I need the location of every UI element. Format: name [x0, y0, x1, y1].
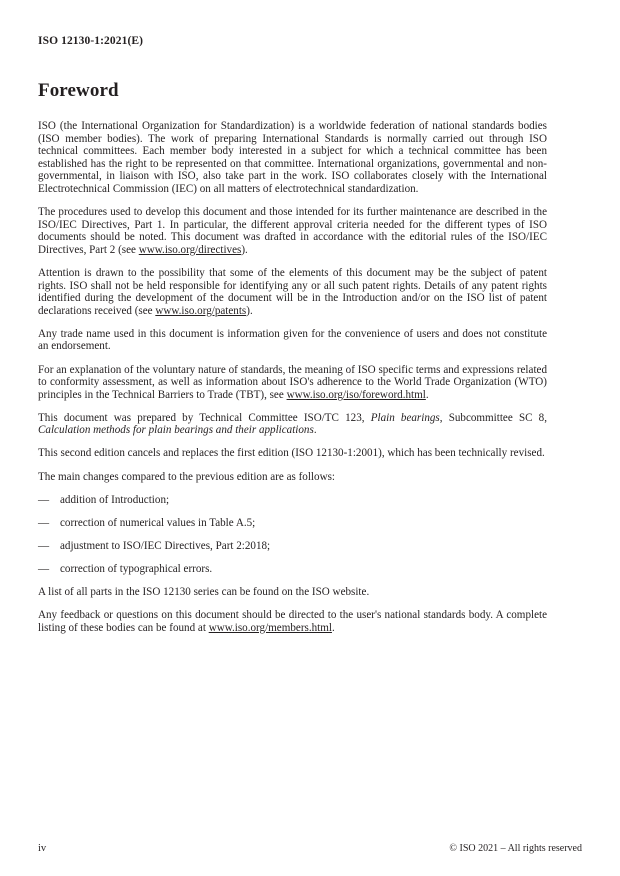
- paragraph-voluntary-nature: [38, 364, 547, 402]
- list-item: [38, 563, 547, 576]
- paragraph-text: Any trade name used in this document is information given for the convenience of users and does not constitute an endorsement.: [38, 327, 547, 353]
- paragraph-text-before-link: The procedures used to develop this document and those intended for its further maintenance are described in the ISO/IEC Directives, Part 1. In particular, the different approval criteria needed for the different types of ISO documents should be noted. This document was drafted in accordance with the editorial rules of the ISO/IEC Directives, Part 2 (see: [38, 206, 547, 256]
- page-footer: [38, 843, 582, 854]
- paragraph-text-before-link: Attention is drawn to the possibility that some of the elements of this document may be the subject of patent rights. ISO shall not be held responsible for identifying any or all such patent rights. Details of any patent rights identified during the development of the document will be in the Introduction and/or on the ISO list of patent declarations received (see: [38, 266, 547, 317]
- document-code-header: ISO 12130-1:2021(E): [38, 35, 144, 47]
- paragraph-text: ISO (the International Organization for Standardization) is a worldwide federation of national standards bodies (ISO member bodies). The work of preparing International Standards is normally carried out through ISO technical committees. Each member body interested in a subject for which a technical committee has been established has the right to be represented on that committee. International organizations, governmental and non-governmental, in liaison with ISO, also take part in the work. ISO collaborates closely with the International Electrotechnical Commission (IEC) on all matters of electrotechnical standardization.: [38, 120, 547, 195]
- link-iso-patents[interactable]: www.iso.org/patents: [155, 304, 247, 317]
- paragraph-text: This second edition cancels and replaces the first edition (ISO 12130-1:2001), which has been technically revised.: [38, 447, 545, 460]
- subcommittee-title-calculation-methods: Calculation methods for plain bearings and their applications: [38, 424, 314, 437]
- em-dash-bullet: —: [38, 493, 50, 506]
- em-dash-bullet: —: [38, 562, 50, 575]
- list-item-label: adjustment to ISO/IEC Directives, Part 2:2018;: [60, 539, 271, 552]
- list-item: [38, 494, 547, 507]
- paragraph-text-before-italic: This document was prepared by Technical Committee ISO/TC 123,: [38, 411, 371, 424]
- paragraph-procedures: [38, 206, 547, 256]
- paragraph-parts-list: [38, 586, 547, 599]
- link-iso-foreword[interactable]: www.iso.org/iso/foreword.html: [286, 388, 426, 401]
- paragraph-iso-description: [38, 120, 547, 196]
- paragraph-text-after-link: .: [331, 621, 335, 634]
- paragraph-text: The main changes compared to the previous edition are as follows:: [38, 470, 335, 483]
- paragraph-text-after-link: ).: [246, 304, 253, 317]
- list-item: [38, 540, 547, 553]
- document-content: [38, 80, 547, 634]
- list-item-label: correction of numerical values in Table A.5;: [60, 516, 256, 529]
- list-item-label: correction of typographical errors.: [60, 562, 213, 575]
- paragraph-text-before-link: Any feedback or questions on this document should be directed to the user's national standards body. A complete listing of these bodies can be found at: [38, 609, 547, 634]
- paragraph-technical-committee: [38, 412, 547, 437]
- paragraph-text-after-link: .: [425, 388, 429, 401]
- paragraph-feedback: [38, 609, 547, 634]
- paragraph-patent-rights: [38, 267, 547, 317]
- footer-page-number: iv: [38, 843, 47, 854]
- paragraph-text-before-link: For an explanation of the voluntary nature of standards, the meaning of ISO specific terms and expressions related to conformity assessment, as well as information about ISO's adherence to the World Trade Organization (WTO) principles in the Technical Barriers to Trade (TBT), see: [38, 363, 547, 401]
- paragraph-text-after-italic: .: [313, 424, 317, 437]
- paragraph-main-changes-intro: [38, 471, 547, 484]
- em-dash-bullet: —: [38, 539, 50, 552]
- page-title: Foreword: [38, 80, 119, 101]
- list-item: [38, 517, 547, 530]
- link-iso-members[interactable]: www.iso.org/members.html: [208, 621, 332, 634]
- paragraph-text-after-link: ).: [241, 243, 248, 256]
- paragraph-text-middle: , Subcommittee SC 8,: [439, 411, 547, 424]
- paragraph-second-edition: [38, 447, 547, 460]
- em-dash-bullet: —: [38, 516, 50, 529]
- list-item-label: addition of Introduction;: [60, 493, 170, 506]
- change-list: [38, 494, 547, 576]
- footer-copyright-notice: © ISO 2021 – All rights reserved: [449, 843, 582, 854]
- link-iso-directives[interactable]: www.iso.org/directives: [138, 243, 242, 256]
- paragraph-text: A list of all parts in the ISO 12130 series can be found on the ISO website.: [38, 586, 370, 599]
- paragraph-trade-name: [38, 328, 547, 353]
- committee-title-plain-bearings: Plain bearings: [370, 411, 440, 424]
